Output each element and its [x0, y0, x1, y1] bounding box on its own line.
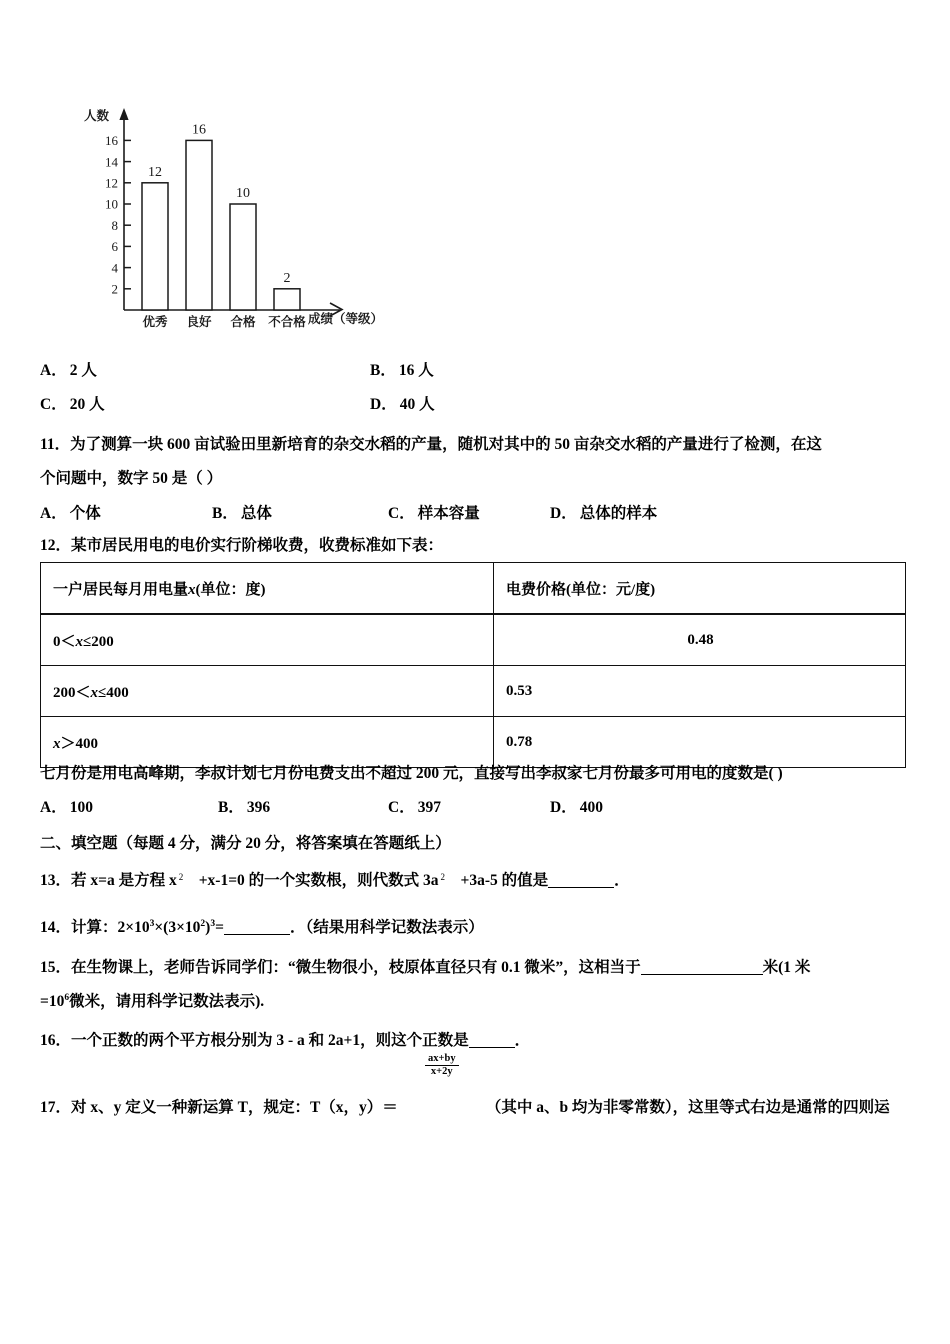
q12-option-c-text: 397	[417, 799, 441, 816]
q16-body: 16．一个正数的两个平方根分别为 3 - a 和 2a+1，则这个正数是	[40, 1032, 469, 1049]
q11-option-a-text: 个体	[69, 505, 101, 522]
range3-var: x	[53, 735, 61, 752]
q11-stem-line1: 11．为了测算一块 600 亩试验田里新培育的杂交水稻的产量，随机对其中的 50 亩杂交水稻的产量进行了检测，在这	[40, 436, 822, 453]
section2-heading: 二、填空题（每题 4 分，满分 20 分，将答案填在答题纸上）	[40, 835, 451, 852]
q17-pre: 17．对 x、y 定义一种新运算 T，规定：T（x，y）＝	[40, 1099, 398, 1116]
usage-range-2	[41, 666, 494, 717]
q12-option-a-label: A．	[40, 799, 67, 816]
q15-text-line1	[40, 955, 810, 977]
q14-sup-3: 3	[210, 918, 216, 929]
range2-post: ≤400	[98, 684, 129, 701]
q10-option-c-text: 20 人	[69, 396, 105, 413]
header-usage-post: (单位：度)	[195, 581, 266, 598]
q15-line1a: 15．在生物课上，老师告诉同学们：“微生物很小，枝原体直径只有 0.1 微米”，这相当于	[40, 959, 641, 976]
y-tick-label: 12	[105, 175, 118, 191]
usage-range-3	[41, 717, 494, 768]
bar-chart-svg	[40, 98, 440, 338]
q10-option-c[interactable]	[40, 392, 105, 414]
q16-tail: ．	[514, 1032, 531, 1049]
q10-option-d[interactable]	[370, 392, 435, 414]
q16-text	[40, 1028, 530, 1050]
q12-option-d[interactable]	[550, 795, 603, 817]
q11-option-b-label: B．	[212, 505, 238, 522]
q17-fraction-numerator: ax+by	[425, 1053, 459, 1066]
y-tick-label: 8	[111, 217, 118, 233]
q10-option-d-text: 40 人	[399, 396, 435, 413]
q12-followup: 七月份是用电高峰期，李叔计划七月份电费支出不超过 200 元，直接写出李叔家七月份最多可用电的度数是( )	[40, 765, 783, 782]
range2-var: x	[90, 684, 99, 701]
q12-option-a[interactable]	[40, 795, 93, 817]
q13-answer-blank[interactable]	[548, 887, 614, 888]
q11-option-c-text: 样本容量	[417, 505, 480, 522]
range1-post: ≤200	[83, 633, 114, 650]
q10-option-b-label: B．	[370, 362, 396, 379]
q14-mid1: ×(3×10	[154, 919, 201, 936]
q13-part1: 13．若 x=a 是方程 x	[40, 872, 177, 889]
q12-option-b-text: 396	[246, 799, 271, 816]
bar	[186, 140, 212, 310]
y-axis-arrow	[119, 108, 128, 120]
q11-option-c[interactable]	[388, 501, 480, 523]
q14-answer-blank[interactable]	[224, 934, 290, 935]
q12-option-b[interactable]	[218, 795, 270, 817]
table-header-row	[41, 563, 906, 615]
y-tick-label: 2	[111, 281, 118, 297]
q14-text	[40, 915, 484, 937]
y-tick-label: 14	[105, 154, 118, 170]
price-value-1: 0.48	[494, 614, 906, 666]
q13-part4: ．	[614, 872, 630, 889]
price-value-3: 0.78	[494, 717, 906, 768]
q10-option-b-text: 16 人	[398, 362, 434, 379]
q15-line2b: 微米，请用科学记数法表示).	[69, 993, 265, 1010]
y-axis-title: 人数	[84, 109, 110, 123]
q10-option-a-text: 2 人	[69, 362, 97, 379]
q17-post: （其中 a、b 均为非零常数），这里等式右边是通常的四则运	[485, 1099, 890, 1116]
table-row	[41, 614, 906, 666]
x-category-label: 不合格	[268, 315, 306, 329]
range3-post: ＞400	[60, 735, 99, 752]
q11-option-d-label: D．	[550, 505, 577, 522]
y-axis-ticks	[124, 140, 131, 288]
q11-option-d-text: 总体的样本	[579, 505, 658, 522]
x-category-label: 合格	[230, 315, 256, 329]
table-header-usage	[41, 563, 494, 615]
bar-chart	[40, 98, 440, 338]
q13-part3: +3a-5 的值是	[460, 872, 549, 889]
y-tick-label: 6	[111, 239, 118, 255]
bar-value-label: 10	[236, 186, 250, 201]
q15-text-line2	[40, 989, 264, 1011]
q13-part2: +x-1=0 的一个实数根，则代数式 3a	[198, 872, 439, 889]
bar	[142, 183, 168, 310]
header-usage-var: x	[188, 581, 196, 598]
x-category-label: 良好	[186, 315, 212, 329]
q12-option-c[interactable]	[388, 795, 441, 817]
q17-fraction	[425, 1053, 459, 1079]
table-header-price: 电费价格(单位：元/度)	[494, 563, 906, 615]
q16-answer-blank[interactable]	[469, 1047, 515, 1048]
q17-fraction-denominator: x+2y	[430, 1066, 453, 1078]
q12-stem: 12．某市居民用电的电价实行阶梯收费，收费标准如下表：	[40, 537, 444, 554]
q15-answer-blank[interactable]	[641, 974, 763, 975]
q11-option-b-text: 总体	[240, 505, 272, 522]
table-row	[41, 666, 906, 717]
x-category-label: 优秀	[142, 315, 168, 329]
table-row	[41, 717, 906, 768]
bar-value-label: 2	[283, 270, 291, 286]
q14-mid3: =	[215, 919, 224, 936]
q11-option-a[interactable]	[40, 501, 101, 523]
q14-pre: 14．计算：2×10	[40, 919, 150, 936]
q11-stem-line2: 个问题中，数字 50 是（ ）	[40, 470, 223, 487]
range1-pre: 0＜	[53, 633, 76, 650]
bar-value-label: 16	[192, 122, 206, 138]
q14-sup-2: 2	[200, 918, 206, 929]
q10-option-a-label: A．	[40, 362, 67, 379]
q10-option-c-label: C．	[40, 396, 67, 413]
q15-line2a: =10	[40, 993, 65, 1010]
q15-sup: 6	[64, 992, 70, 1003]
header-usage-pre: 一户居民每月用电量	[53, 581, 189, 598]
y-tick-label: 16	[105, 133, 118, 149]
q11-option-c-label: C．	[388, 505, 415, 522]
q15-line1b: 米(1 米	[762, 959, 811, 976]
q12-option-b-label: B．	[218, 799, 244, 816]
electricity-price-table	[40, 562, 906, 768]
q10-option-a[interactable]	[40, 358, 97, 380]
price-value-2: 0.53	[494, 666, 906, 717]
usage-range-1	[41, 614, 494, 666]
y-tick-label: 4	[111, 260, 118, 276]
q14-mid2: )	[205, 919, 211, 936]
q11-option-a-label: A．	[40, 505, 67, 522]
bar	[230, 204, 256, 310]
q12-option-a-text: 100	[69, 799, 93, 816]
q13-text: 13．若 x=a 是方程 x 2 +x-1=0 的一个实数根，则代数式 3a 2 +3a-5 的值是 ．	[40, 872, 630, 889]
q17-text	[40, 1095, 890, 1117]
q14-sup-1: 3	[149, 918, 155, 929]
bar	[274, 289, 300, 310]
range1-var: x	[75, 633, 84, 650]
q11-option-b[interactable]	[212, 501, 272, 523]
q10-option-b[interactable]	[370, 358, 434, 380]
q10-option-d-label: D．	[370, 396, 397, 413]
bar-value-label: 12	[148, 164, 162, 180]
y-tick-label: 10	[105, 196, 118, 212]
x-axis-title: 成绩（等级）	[308, 312, 384, 326]
q12-option-c-label: C．	[388, 799, 415, 816]
q12-option-d-label: D．	[550, 799, 577, 816]
q14-post: ．（结果用科学记数法表示）	[289, 919, 484, 936]
q11-option-d[interactable]	[550, 501, 657, 523]
q12-option-d-text: 400	[579, 799, 603, 816]
range2-pre: 200＜	[53, 684, 91, 701]
